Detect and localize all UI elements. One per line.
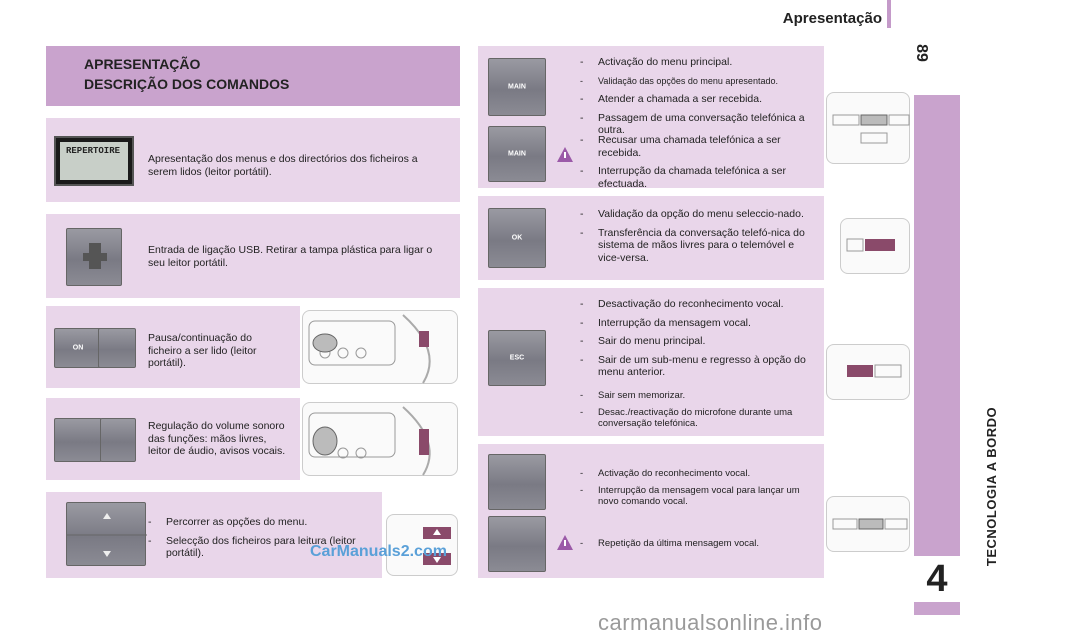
display-description: Apresentação dos menus e dos directórios dos ficheiros a serem lidos (leitor portátil). [148,153,418,178]
main-item: - Passagem de uma conversação telefónica a outra. [578,112,808,137]
panel-volume [46,398,300,480]
esc-item: - Interrupção da mensagem vocal. [578,317,808,330]
browse-item: - Percorrer as opções do menu. [146,516,376,529]
up-down-arrows-icon [67,503,147,567]
radio-controls-icon [303,311,459,385]
main-item: - Atender a chamada a ser recebida. [578,93,808,106]
footer-watermark: carmanualsonline.info [598,610,823,635]
pause-description: Pausa/continuação do ficheiro a ser lido (leitor portátil). [148,332,257,369]
ok-controls-diagram [840,218,910,274]
voice-button-image [488,454,546,510]
voice-controls-icon [827,497,911,553]
esc-item: - Sair sem memorizar. [578,390,808,401]
ok-list [578,208,808,270]
warning-icon [556,534,574,552]
steering-controls-diagram-2 [302,402,458,476]
voice-list [578,468,808,513]
esc-list-2 [578,390,808,435]
esc-list [578,298,808,385]
title-box [46,46,460,106]
voice-button-image-2 [488,516,546,572]
section-subtitle: DESCRIÇÃO DOS COMANDOS [84,76,290,92]
ok-item: - Validação da opção do menu seleccio-nado. [578,208,808,221]
voice-controls-diagram [826,496,910,552]
page-number: 89 [912,44,930,62]
panel-browse [46,492,382,578]
volume-button-image [100,418,136,462]
ok-controls-icon [841,219,911,275]
header-title: Apresentação [782,10,882,27]
section-title: APRESENTAÇÃO [84,56,201,72]
main-button-image-2: MAIN [488,126,546,182]
on-button-image: ON [54,328,102,368]
esc-item: - Desac./reactivação do microfone durante uma conversação telefónica. [578,407,808,429]
panel-ok [478,196,824,280]
volume-control-image [54,418,102,462]
panel-esc [478,288,824,436]
pause-button-image [98,328,136,368]
main-item: - Interrupção da chamada telefónica a ser efectuada. [578,165,808,190]
steering-controls-diagram-1 [302,310,458,384]
main-controls-diagram [826,92,910,164]
chapter-label: TECNOLOGIA A BORDO [984,406,1000,567]
ok-button-image: OK [488,208,546,268]
panel-voice [478,444,824,578]
panel-pause [46,306,300,388]
arrow-buttons-image [66,502,146,566]
main-list [578,56,808,143]
esc-item: - Sair de um sub-menu e regresso à opção do menu anterior. [578,354,808,379]
esc-controls-diagram [826,344,910,400]
main-list-2 [578,134,808,196]
panel-main [478,46,824,188]
watermark-logo: CarManuals2.com [310,543,447,560]
usb-port-image [66,228,122,286]
chapter-number: 4 [914,556,960,602]
esc-button-image: ESC [488,330,546,386]
main-controls-icon [827,93,911,165]
voice-item: - Activação do reconhecimento vocal. [578,468,808,479]
main-button-image: MAIN [488,58,546,116]
header-accent-bar [887,0,891,28]
main-item: - Recusar uma chamada telefónica a ser recebida. [578,134,808,159]
esc-controls-icon [827,345,911,401]
esc-item: - Desactivação do reconhecimento vocal. [578,298,808,311]
panel-usb [46,214,460,298]
panel-display [46,118,460,202]
display-screen-image: REPERTOIRE [54,136,134,186]
usb-description: Entrada de ligação USB. Retirar a tampa plástica para ligar o seu leitor portátil. [148,244,433,269]
voice-item: - Interrupção da mensagem vocal para lançar um novo comando vocal. [578,485,808,507]
usb-icon [67,229,123,287]
main-item: - Validação das opções do menu apresentado. [578,75,808,88]
voice-list-2 [578,538,808,555]
esc-item: - Sair do menu principal. [578,335,808,348]
main-item: - Activação do menu principal. [578,56,808,69]
voice-item: - Repetição da última mensagem vocal. [578,538,808,549]
volume-description: Regulação do volume sonoro das funções: mãos livres, leitor de áudio, avisos vocais. [148,420,286,457]
ok-item: - Transferência da conversação telefó-nica do sistema de mãos livres para o telemóvel e vice-versa. [578,227,808,265]
warning-icon [556,146,574,164]
browse-item: - Selecção dos ficheiros para leitura (leitor portátil). [146,535,376,560]
volume-controls-icon [303,403,459,477]
